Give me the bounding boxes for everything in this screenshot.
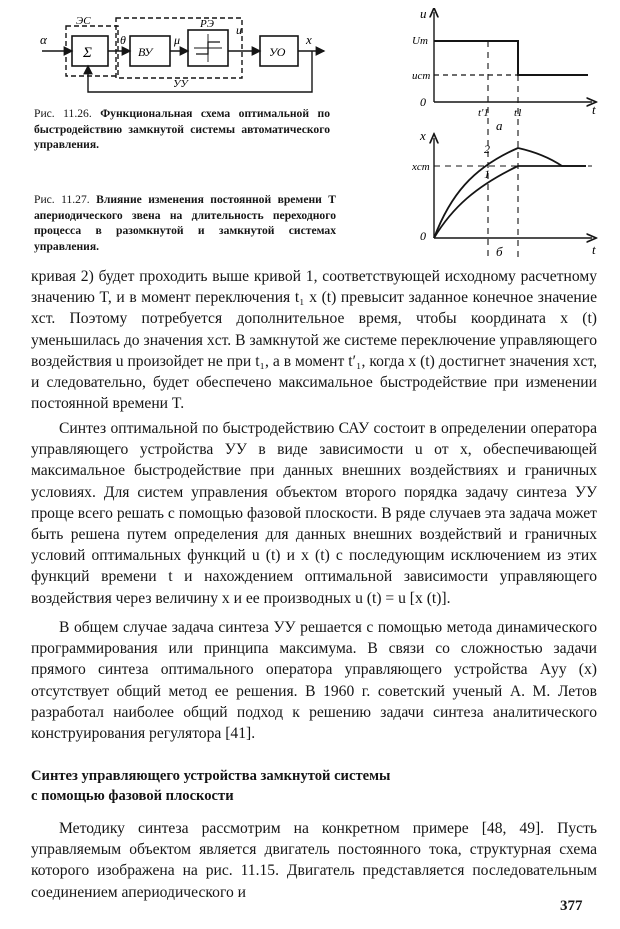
caption-fig-11-27 [34,192,336,254]
panel-a-label: a [496,118,503,133]
graphs-fig-11-27 [412,8,612,263]
paragraph-3: В общем случае задача синтеза УУ решается с помощью метода динамического программирования или принципа максимума. В связи со сложностью задачи прямого синтеза оптимального оператора управляющего устройства Aуу (x) отсутствует общий метод ее решения. В 1960 г. советский ученый А. М. Летов разработал наиболее общий подход к решению задачи синтеза аналитического конструирования регулятора [41]. [31,619,597,743]
heading-line-1: Синтез управляющего устройства замкнутой системы [31,768,391,784]
t1-prime-label: t'1 [478,107,489,119]
panel-b-label: б [496,244,503,259]
label-uu: УУ [173,78,188,90]
label-theta: θ [120,33,126,47]
curve-2 [434,148,586,238]
bottom-origin: 0 [420,229,426,243]
label-u: u [236,23,242,37]
paragraph-1: кривая 2) будет проходить выше кривой 1, соответствующей исходному расчетному значению T, и в момент переключения t₁ x (t) превысит заданное конечное значение xст. Поэтому потребуется дополнительное время, чтобы координата x (t) уменьшилась до значения xст. В замкнутой же системе переключение управляющего воздействия u произойдет не при t₁, а в момент t′₁, когда x (t) достигнет значения xст, и следовательно, будет обеспечено максимальное быстродействие при изменении постоянной времени T. [31,268,597,413]
label-x: x [306,32,312,47]
caption-label: Рис. 11.27. [34,193,90,206]
label-mu: μ [174,33,181,47]
label-alpha: α [40,32,47,47]
label-vu: ВУ [138,45,153,59]
label-re: РЭ [200,18,214,30]
curve-2-label: 2 [484,142,490,156]
block-diagram-fig-11-26 [28,14,328,104]
caption-text: Влияние изменения постоянной времени T апериодического звена на длительность переходного процесса в разомкнутой и замкнутой системах управления. [34,193,336,253]
paragraph-2: Синтез оптимальной по быстродействию САУ состоит в определении оператора управляющего устройства УУ в виде зависимости u от x, обеспечивающей максимальное быстродействие при данных внешних воздействиях и граничных условиях. Для систем управления объектом второго порядка задачу синтеза УУ проще всего решать с помощью фазовой плоскости. В ряде случаев эта задача может быть решена путем определения для данных внешних воздействий и граничных условий оптимальных функций u (t) и x (t) с последующим исключением из этих функций времени t и нахождением оптимальной зависимости управляющего воздействия через величину x и ее производных u (t) = u [x (t)]. [31,420,597,607]
label-sum: Σ [83,45,92,61]
section-heading [31,766,597,806]
top-origin: 0 [420,95,426,109]
t1-label: t1 [514,107,523,119]
top-axis-t: t [592,102,596,117]
page-number: 377 [560,898,583,914]
label-es: ЭС [76,15,91,27]
bottom-axis-x: x [420,128,426,143]
heading-line-2: с помощью фазовой плоскости [31,788,234,804]
um-label: Um [412,35,428,47]
caption-label: Рис. 11.26. [34,107,92,120]
ust-label: uст [412,70,431,82]
top-axis-u: u [420,8,427,21]
bottom-axis-t: t [592,242,596,257]
curve-1-label: 1 [484,167,490,181]
control-signal-line [434,41,588,75]
paragraph-4: Методику синтеза рассмотрим на конкретном примере [48, 49]. Пусть управляемым объектом является двигатель постоянного тока, структурная схема которого изображена на рис. 11.15. Двигатель представляется последовательным соединением апериодического и [31,820,597,901]
label-uo: УО [269,45,286,59]
xst-label: xст [412,161,430,173]
caption-text: Функциональная схема оптимальной по быстродействию замкнутой системы автоматического управления. [34,107,330,151]
curve-1 [434,166,586,238]
caption-fig-11-26 [34,106,330,153]
